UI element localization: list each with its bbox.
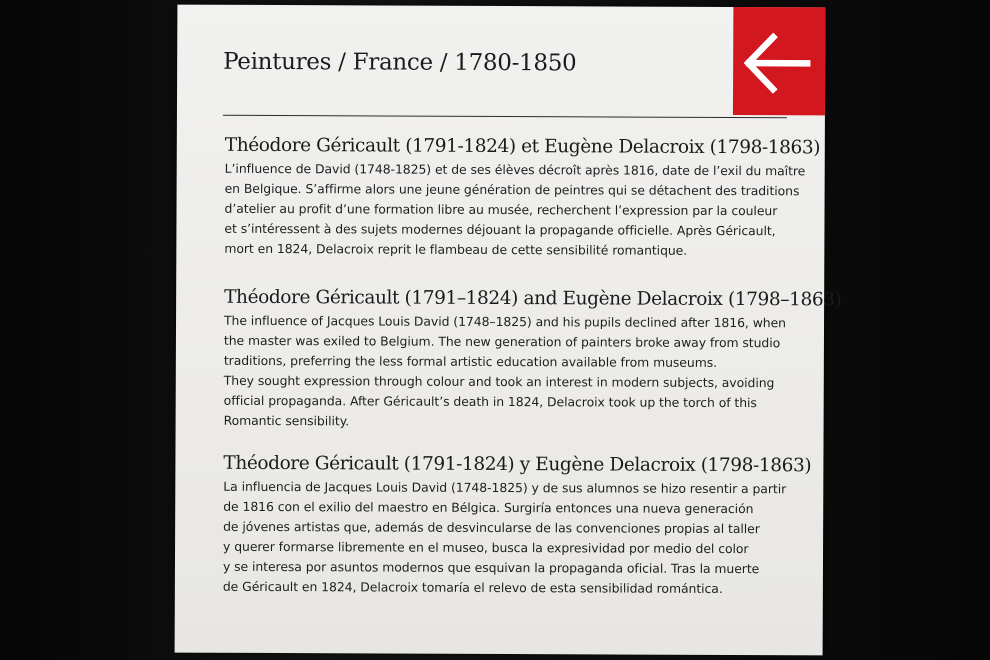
body-line: L’influence de David (1748-1825) et de ses élèves décroît après 1816, date de l’exil du maître xyxy=(224,160,806,179)
body-line: La influencia de Jacques Louis David (1748-1825) y de sus alumnos se hizo resentir a partir xyxy=(223,478,787,497)
section-body xyxy=(223,477,804,600)
section-title: Théodore Géricault (1791–1824) and Eugène Delacroix (1798–1863) xyxy=(224,286,842,311)
section-english xyxy=(223,286,842,434)
heading-divider xyxy=(223,115,787,118)
body-line: traditions, preferring the less formal artistic education available from museums. xyxy=(223,352,718,370)
section-title: Théodore Géricault (1791-1824) et Eugène Delacroix (1798-1863) xyxy=(224,134,821,159)
body-line: de 1816 con el exilio del maestro en Bélgica. Surgiría entonces una nueva generación xyxy=(223,498,754,517)
section-body xyxy=(224,311,805,434)
museum-label-panel xyxy=(175,5,842,656)
section-spanish xyxy=(222,452,812,600)
body-line: et s’intéressent à des sujets modernes déjouant la propagande officielle. Après Géricault, xyxy=(224,220,776,239)
body-line: official propaganda. After Géricault’s death in 1824, Delacroix took up the torch of this xyxy=(223,392,757,411)
body-line: Romantic sensibility. xyxy=(223,412,350,429)
body-line: d’atelier au profit d’une formation libre au musée, recherchent l’expression par la couleur xyxy=(224,200,778,219)
body-line: the master was exiled to Belgium. The new generation of painters broke away from studio xyxy=(223,332,781,351)
gallery-heading: Peintures / France / 1780-1850 xyxy=(223,48,577,77)
left-arrow-icon xyxy=(733,7,825,115)
body-line: They sought expression through colour and took an interest in modern subjects, avoiding xyxy=(223,372,775,391)
section-body xyxy=(224,159,804,262)
body-line: de jóvenes artistas que, además de desvincularse de las convenciones propias al taller xyxy=(223,518,760,537)
body-line: en Belgique. S’affirme alors une jeune génération de peintres qui se détachent des traditions xyxy=(224,180,800,199)
body-line: The influence of Jacques Louis David (1748–1825) and his pupils declined after 1816, when xyxy=(224,312,787,331)
body-line: y querer formarse libremente en el museo, busca la expresividad por medio del color xyxy=(223,538,749,557)
body-line: de Géricault en 1824, Delacroix tomaría el relevo de esta sensibilidad romántica. xyxy=(222,578,723,596)
section-title: Théodore Géricault (1791-1824) y Eugène Delacroix (1798-1863) xyxy=(223,452,812,477)
direction-sign xyxy=(733,7,825,115)
body-line: mort en 1824, Delacroix reprit le flambeau de cette sensibilité romantique. xyxy=(224,240,688,258)
body-line: y se interesa por asuntos modernos que esquivan la propaganda oficial. Tras la muerte xyxy=(222,558,760,577)
section-french xyxy=(224,134,821,262)
